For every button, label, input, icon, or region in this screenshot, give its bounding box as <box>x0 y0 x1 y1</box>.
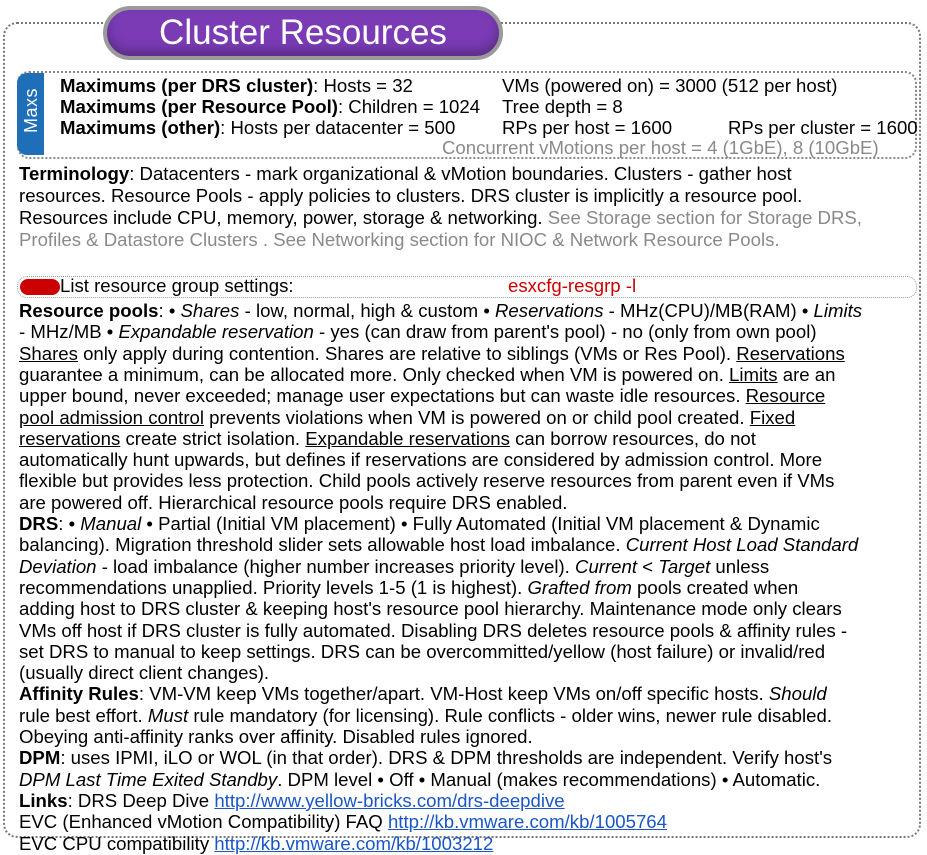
terminology-line-3: Resources include CPU, memory, power, storage & networking. See Storage section for Storage DRS, <box>19 207 862 228</box>
rp-line-6: pool admission control prevents violations when VM is powered on or child pool created. Fixed <box>19 406 796 428</box>
maximums-tab <box>17 73 44 155</box>
rp-line-9: flexible but provides less protection. Child pools actively reserve resources from parent even if VMs <box>19 470 835 492</box>
dpm-line-1: DPM: uses IPMI, iLO or WOL (in that order). DRS & DPM thresholds are independent. Verify host's <box>19 747 833 769</box>
page-title: Cluster Resources <box>103 6 503 60</box>
drs-line-2: balancing). Migration threshold slider sets allowable host load imbalance. Current Host Load Standard <box>19 534 859 556</box>
terminology-line-2: resources. Resource Pools - apply policies to clusters. DRS cluster is implicitly a resource pool. <box>19 185 803 206</box>
drs-line-6: VMs off host if DRS cluster is fully automated. Disabling DRS deletes resource pools & affinity rules - <box>19 619 848 641</box>
rp-line-10: are powered off. Hierarchical resource pools require DRS enabled. <box>19 491 568 513</box>
links-line-2: EVC (Enhanced vMotion Compatibility) FAQ http://kb.vmware.com/kb/1005764 <box>19 811 667 833</box>
drs-deepdive-link[interactable]: http://www.yellow-bricks.com/drs-deepdive <box>214 789 565 811</box>
max-line-2b: Tree depth = 8 <box>502 96 623 117</box>
max-line-1b: VMs (powered on) = 3000 (512 per host) <box>502 75 838 96</box>
max-line-3c: RPs per cluster = 1600 <box>728 117 918 138</box>
links-line-1: Links: DRS Deep Dive http://www.yellow-bricks.com/drs-deepdive <box>19 789 565 811</box>
rp-line-2: - MHz/MB • Expandable reservation - yes (can draw from parent's pool) - no (only from own pool) <box>19 321 817 343</box>
rp-line-1: Resource pools: • Shares - low, normal, high & custom • Reservations - MHz(CPU)/MB(RAM) • Limits <box>19 300 863 321</box>
command-text: esxcfg-resgrp -l <box>508 275 637 296</box>
rp-line-4: guarantee a minimum, can be allocated more. Only checked when VM is powered on. Limits are an <box>19 363 836 385</box>
max-line-2: Maximums (per Resource Pool): Children = 1024 <box>60 96 481 117</box>
terminology-line-1: Terminology: Datacenters - mark organizational & vMotion boundaries. Clusters - gather host <box>19 163 792 184</box>
rp-line-3: Shares only apply during contention. Shares are relative to siblings (VMs or Res Pool). Reservations <box>19 342 845 364</box>
max-line-4: Concurrent vMotions per host = 4 (1GbE), 8 (10GbE) <box>442 137 879 158</box>
affinity-line-3: Obeying anti-affinity ranks over affinity. Disabled rules ignored. <box>19 726 533 747</box>
drs-line-8: (usually direct client changes). <box>19 662 270 684</box>
rp-line-7: reservations create strict isolation. Expandable reservations can borrow resources, do not <box>19 427 756 449</box>
drs-line-7: set DRS to manual to keep settings. DRS can be overcommitted/yellow (host failure) or invalid/red <box>19 640 826 662</box>
terminology-line-4: Profiles & Datastore Clusters . See Networking section for NIOC & Network Resource Pools. <box>19 229 780 250</box>
dpm-line-2: DPM Last Time Exited Standby. DPM level • Off • Manual (makes recommendations) • Automatic. <box>19 768 821 790</box>
links-line-3: EVC CPU compatibility http://kb.vmware.com/kb/1003212 <box>19 832 494 854</box>
command-label: List resource group settings: <box>60 275 294 296</box>
drs-line-1: DRS: • Manual • Partial (Initial VM placement) • Fully Automated (Initial VM placement & Dynamic <box>19 513 820 534</box>
rp-line-8: automatically hunt upwards, but defines if reservations are considered by admission control. More <box>19 449 823 471</box>
max-line-3: Maximums (other): Hosts per datacenter = 500 <box>60 117 456 138</box>
drs-line-4: recommendations unapplied. Priority levels 1-5 (1 is highest). Grafted from pools created when <box>19 576 799 598</box>
drs-line-5: adding host to DRS cluster & keeping host's resource pool hierarchy. Maintenance mode only clears <box>19 598 842 620</box>
rp-line-5: upper bound, never exceeded; manage user expectations but can waste idle resources. Resource <box>19 385 826 407</box>
drs-line-3: Deviation - load imbalance (higher number increases priority level). Current < Target unless <box>19 555 770 577</box>
affinity-line-2: rule best effort. Must rule mandatory (for licensing). Rule conflicts - older wins, newer rule disabled. <box>19 704 832 726</box>
max-line-1: Maximums (per DRS cluster): Hosts = 32 <box>60 75 413 96</box>
max-line-3b: RPs per host = 1600 <box>502 117 673 138</box>
evc-cpu-link[interactable]: http://kb.vmware.com/kb/1003212 <box>214 832 494 854</box>
command-marker <box>20 279 60 295</box>
maximums-tab-label: Maxs <box>21 87 41 133</box>
affinity-line-1: Affinity Rules: VM-VM keep VMs together/apart. VM-Host keep VMs on/off specific hosts. Should <box>19 683 827 705</box>
evc-faq-link[interactable]: http://kb.vmware.com/kb/1005764 <box>387 811 667 833</box>
